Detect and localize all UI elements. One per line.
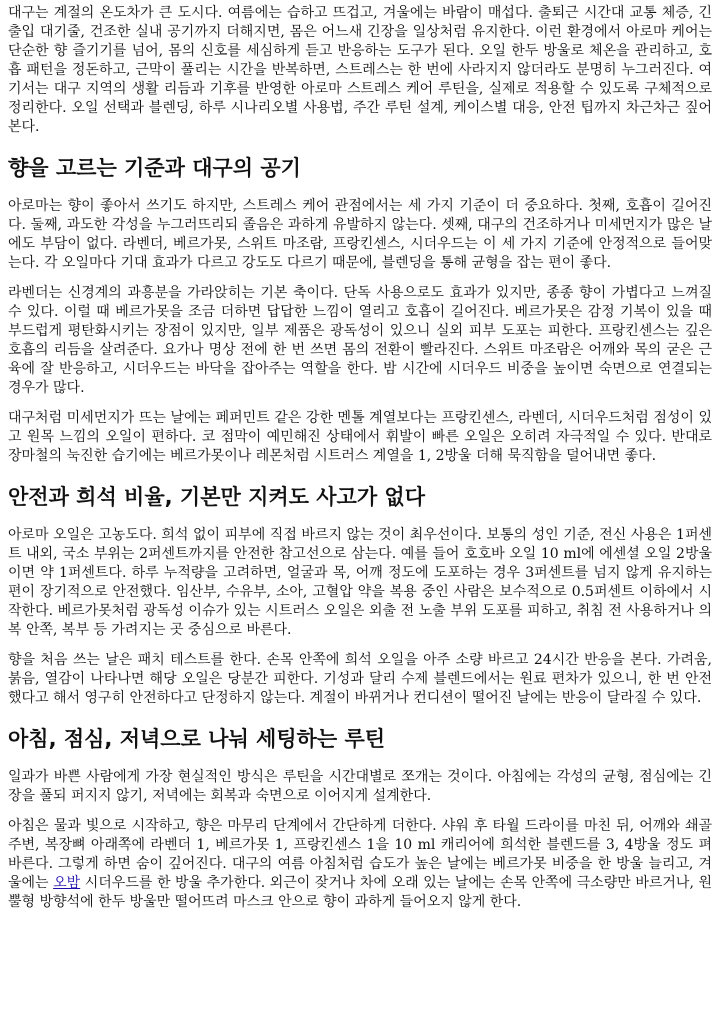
paragraph: 아로마는 향이 좋아서 쓰기도 하지만, 스트레스 케어 관점에서는 세 가지 기준이 더 중요하다. 첫째, 호흡이 길어진다. 둘째, 과도한 각성을 누그러뜨리되 졸음은 과하게 유발하지 않는다. 셋째, 대구의 건조하거나 미세먼지가 많은 날에도 부담이 없다. 라벤더, 베르가못, 스위트 마조람, 프랑킨센스, 시더우드는 이 세 가지 기준에 안정적으로 들어맞는다. 각 오일마다 기대 효과가 다르고 강도도 다르기 때문에, 블렌딩을 통해 균형을 잡는 편이 좋다. <box>8 198 712 271</box>
inline-link[interactable]: 오밤 <box>53 875 81 891</box>
paragraph <box>8 817 712 912</box>
paragraph-text: 아침은 물과 빛으로 시작하고, 향은 마무리 단계에서 간단하게 더한다. 샤워 후 타월 드라이를 마친 뒤, 어깨와 쇄골 주변, 복장뼈 아래쪽에 라벤더 1, 베르가못 1, 프랑킨센스 1을 10 ml 캐리어에 희석한 블렌드를 3, 4방울 정도 펴 바른다. 그렇게 하면 숨이 깊어진다. 대구의 여름 아침처럼 습도가 높은 날에는 베르가못 비중을 한 방울 늘리고, 겨울에는 <box>8 818 712 891</box>
paragraph: 향을 처음 쓰는 날은 패치 테스트를 한다. 손목 안쪽에 희석 오일을 아주 소량 바르고 24시간 반응을 본다. 가려움, 붉음, 열감이 나타나면 해당 오일은 당분간 피한다. 기성과 달리 수제 블렌드에서는 원료 편차가 있으니, 한 번 안전했다고 해서 영구히 안전하다고 단정하지 않는다. 계절이 바뀌거나 컨디션이 떨어진 날에는 반응이 달라질 수 있다. <box>8 652 712 706</box>
paragraph: 라벤더는 신경계의 과흥분을 가라앉히는 기본 축이다. 단독 사용으로도 효과가 있지만, 종종 향이 가볍다고 느껴질 수 있다. 이럴 때 베르가못을 조금 더하면 답답한 느낌이 열리고 호흡이 길어진다. 베르가못은 감정 기복이 있을 때 부드럽게 평탄화시키는 장점이 있지만, 일부 제품은 광독성이 있으니 실외 피부 도포는 피한다. 프랑킨센스는 깊은 호흡의 리듬을 살려준다. 요가나 명상 전에 한 번 쓰면 몸의 전환이 빨라진다. 스위트 마조람은 어깨와 목의 굳은 근육에 잘 반응하고, 시더우드는 바닥을 잡아주는 역할을 한다. 밤 시간에 시더우드 비중을 높이면 숙면으로 연결되는 경우가 많다. <box>8 285 712 396</box>
paragraph: 일과가 바쁜 사람에게 가장 현실적인 방식은 루틴을 시간대별로 쪼개는 것이다. 아침에는 각성의 균형, 점심에는 긴장을 풀되 퍼지지 않기, 저녁에는 회복과 숙면으로 이어지게 설계한다. <box>8 769 712 804</box>
section-heading-scent-criteria: 향을 고르는 기준과 대구의 공기 <box>8 156 301 180</box>
section-heading-safety-dilution: 안전과 희석 비율, 기본만 지켜도 사고가 없다 <box>8 485 425 509</box>
paragraph: 대구처럼 미세먼지가 뜨는 날에는 페퍼민트 같은 강한 멘톨 계열보다는 프랑킨센스, 라벤더, 시더우드처럼 점성이 있고 원목 느낌의 오일이 편하다. 코 점막이 예민해진 상태에서 휘발이 빠른 오일은 오히려 자극적일 수 있다. 반대로 장마철의 눅진한 습기에는 베르가못이나 레몬처럼 시트러스 계열을 1, 2방울 더해 묵직함을 덜어내면 좋다. <box>8 410 712 464</box>
paragraph: 아로마 오일은 고농도다. 희석 없이 피부에 직접 바르지 않는 것이 최우선이다. 보통의 성인 기준, 전신 사용은 1퍼센트 내외, 국소 부위는 2퍼센트까지를 안전한 참고선으로 삼는다. 예를 들어 호호바 오일 10 ml에 에센셜 오일 2방울이면 약 1퍼센트다. 하루 누적량을 고려하면, 얼굴과 목, 어깨 정도에 도포하는 경우 3퍼센트를 넘지 않게 유지하는 편이 장기적으로 안전했다. 임산부, 수유부, 소아, 고혈압 약을 복용 중인 사람은 보수적으로 0.5퍼센트 이하에서 시작한다. 베르가못처럼 광독성 이슈가 있는 시트러스 오일은 외출 전 노출 부위 도포를 피하고, 취침 전 사용하거나 의복 안쪽, 복부 등 가려지는 곳 중심으로 바른다. <box>8 527 712 638</box>
section-heading-daily-routine: 아침, 점심, 저녁으로 나눠 세팅하는 루틴 <box>8 727 386 751</box>
intro-paragraph: 대구는 계절의 온도차가 큰 도시다. 여름에는 습하고 뜨겁고, 겨울에는 바람이 매섭다. 출퇴근 시간대 교통 체증, 긴 출입 대기줄, 건조한 실내 공기까지 더해지면, 몸은 어느새 긴장을 일상처럼 유지한다. 이런 환경에서 아로마 케어는 단순한 향 즐기기를 넘어, 몸의 신호를 세심하게 듣고 반응하는 도구가 된다. 오일 한두 방울로 체온을 관리하고, 호흡 패턴을 정돈하고, 근막이 풀리는 시간을 반복하면, 스트레스는 한 번에 사라지지 않더라도 분명히 누그러진다. 여기서는 대구 지역의 생활 리듬과 기후를 반영한 아로마 스트레스 케어 루틴을, 실제로 적용할 수 있도록 구체적으로 정리한다. 오일 선택과 블렌딩, 하루 시나리오별 사용법, 주간 루틴 설계, 케이스별 대응, 안전 팁까지 차근차근 짚어본다. <box>8 5 712 135</box>
paragraph-text: 시더우드를 한 방울 추가한다. 외근이 잦거나 차에 오래 있는 날에는 손목 안쪽에 극소량만 바르거나, 원뿔형 방향석에 한두 방울만 떨어뜨려 마스크 안으로 향이 과하게 들어오지 않게 한다. <box>8 875 712 910</box>
